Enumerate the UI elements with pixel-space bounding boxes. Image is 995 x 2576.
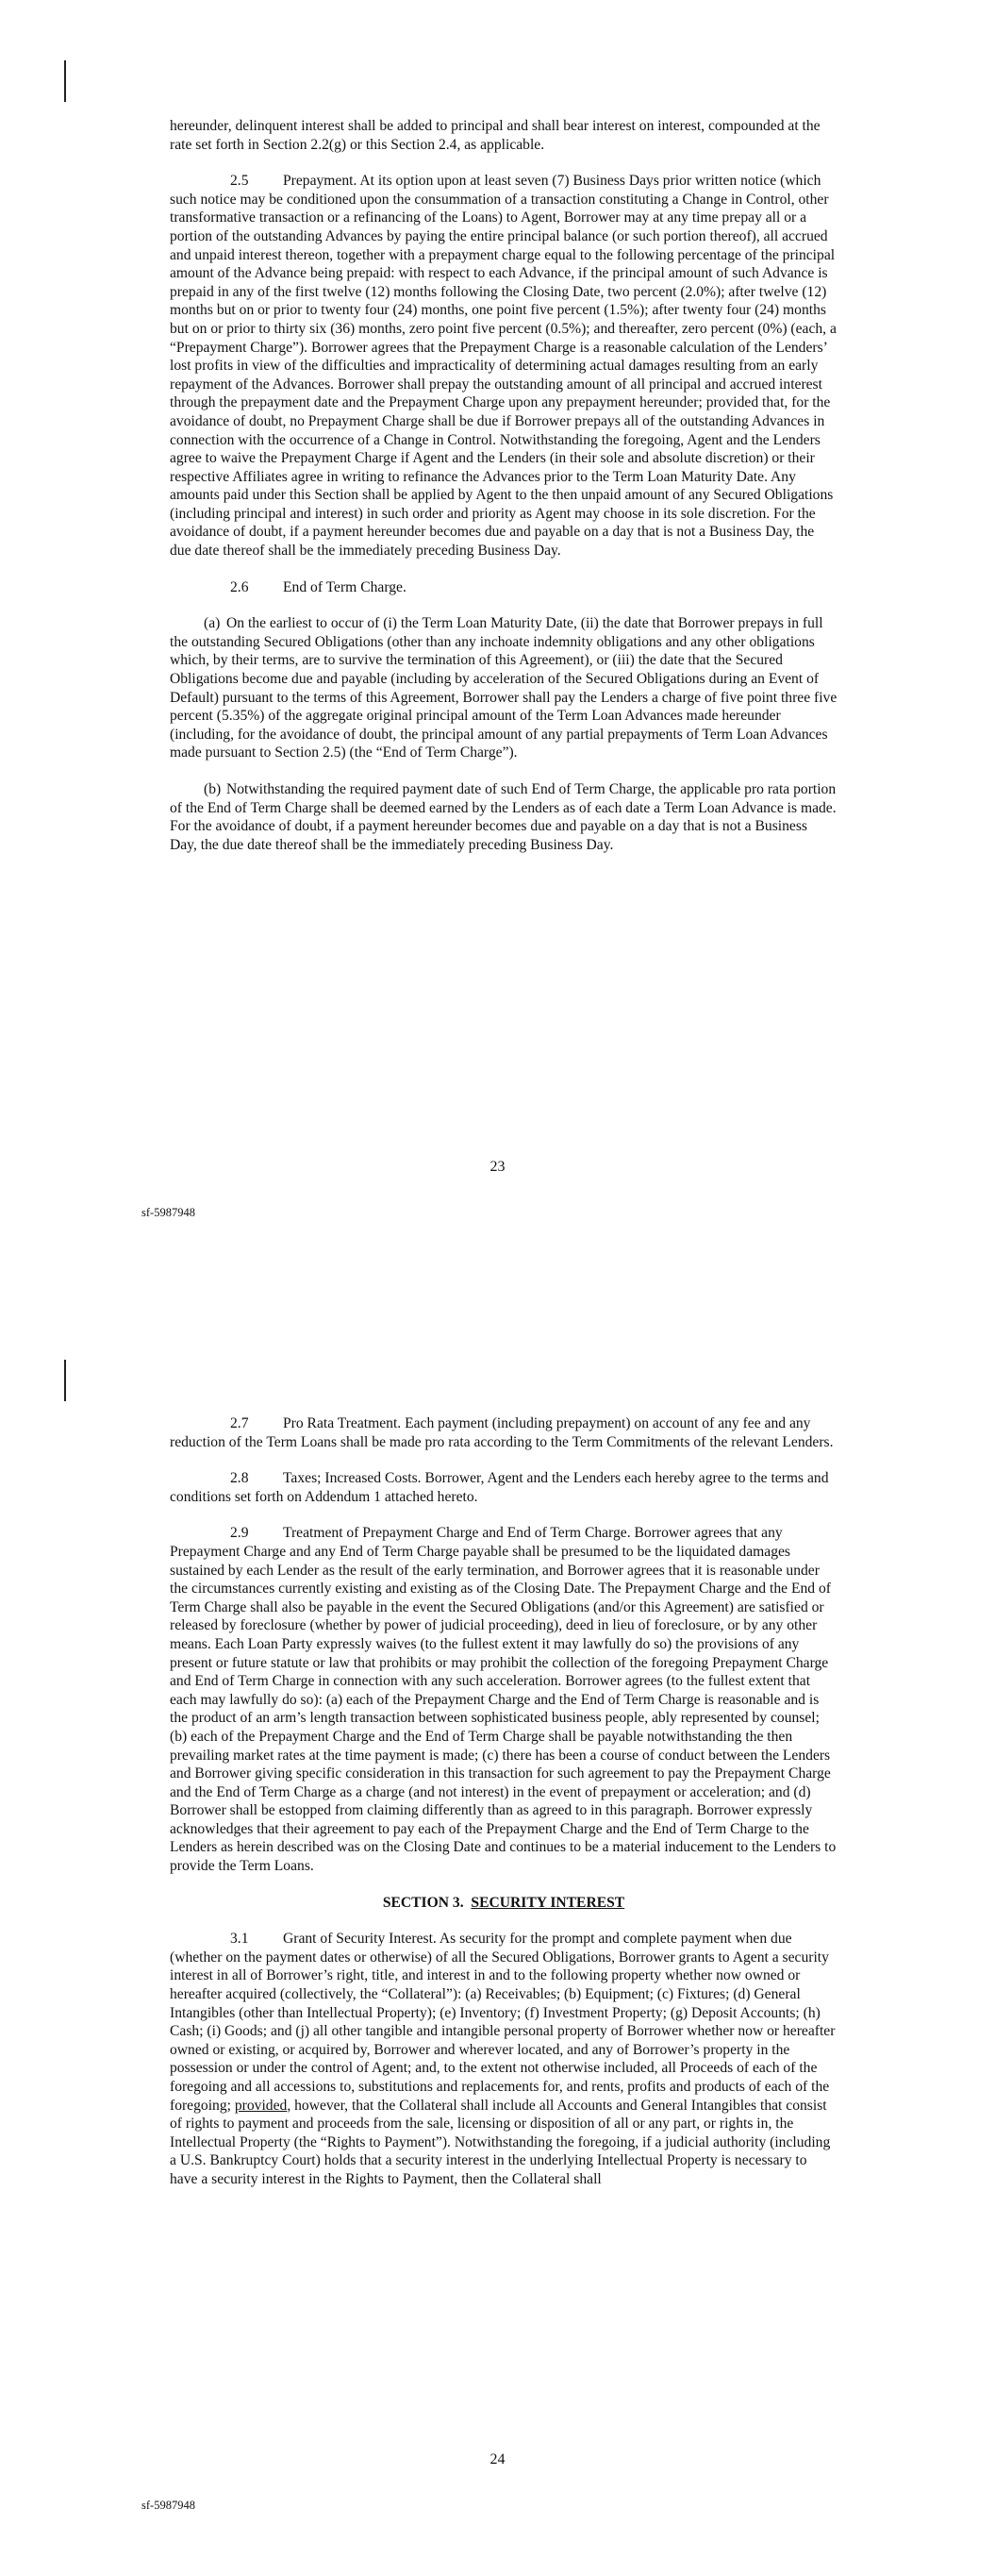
document-id-footer: sf-5987948 (141, 1206, 195, 1219)
section-2-6-title: End of Term Charge. (283, 578, 406, 595)
section-2-7-text: Pro Rata Treatment. Each payment (including prepayment) on account of any fee and any reduction of the Term Loans shall be made pro rata according to the Term Commitments of the relevant Lenders. (170, 1415, 834, 1450)
section-number: 2.7 (230, 1415, 249, 1431)
section-2-9-paragraph (170, 1524, 837, 1875)
clause-label: (b) (204, 781, 222, 797)
section-3-1-text-before: Grant of Security Interest. As security for the prompt and complete payment when due (whether on the payment dates or otherwise) of all the Secured Obligations, Borrower grants to Agent a security interest in all of Borrower’s right, title, and interest in and to the following property whether now owned or hereafter acquired (collectively, the “Collateral”): (a) Receivables; (b) Equipment; (c) Fixtures; (d) General Intangibles (other than Intellectual Property); (e) Inventory; (f) Investment Property; (g) Deposit Accounts; (h) Cash; (i) Goods; and (j) all other tangible and intangible personal property of Borrower whether now or hereafter owned or existing, or acquired by, Borrower and wherever located, and any of Borrower’s property in the possession or under the control of Agent; and, to the extent not otherwise included, all Proceeds of each of the foregoing and all accessions to, substitutions and replacements for, and rents, profits and products of each of the foregoing; (170, 1931, 836, 2114)
section-number: 2.8 (230, 1470, 249, 1487)
section-3-1-paragraph (170, 1930, 837, 2188)
section-number: 2.9 (230, 1525, 249, 1542)
section-2-8-paragraph (170, 1469, 837, 1506)
revision-margin-bar (64, 60, 66, 102)
section-number: 2.5 (230, 173, 249, 190)
page-number: 24 (489, 2451, 506, 2467)
page-number: 23 (489, 1159, 506, 1175)
section-3-title: SECURITY INTEREST (471, 1894, 625, 1911)
section-2-6-b-text: Notwithstanding the required payment date of such End of Term Charge, the applicable pro rata portion of the End of Term Charge shall be deemed earned by the Lenders as of each date a Term Loan Advance is made. For the avoidance of doubt, if a payment hereunder becomes due and payable on a day that is not a Business Day, the due date thereof shall be the immediately preceding Business Day. (170, 781, 837, 853)
section-2-6-b-paragraph (170, 780, 837, 854)
continuation-paragraph: hereunder, delinquent interest shall be added to principal and shall bear interest on interest, compounded at the rate set forth in Section 2.2(g) or this Section 2.4, as applicable. (170, 118, 821, 153)
document-id-footer: sf-5987948 (141, 2499, 195, 2512)
section-2-9-text: Treatment of Prepayment Charge and End of Term Charge. Borrower agrees that any Prepayment Charge and any End of Term Charge payable shall be presumed to be the liquidated damages sustained by each Lender as the result of the early termination, and Borrower agrees that it is reasonable under the circumstances currently existing and existing as of the Closing Date. The Prepayment Charge and the End of Term Charge shall also be payable in the event the Secured Obligations (and/or this Agreement) are satisfied or released by foreclosure (whether by power of judicial proceeding), deed in lieu of foreclosure, or by any other means. Each Loan Party expressly waives (to the fullest extent it may lawfully do so) the provisions of any present or future statute or law that prohibits or may prohibit the collection of the foregoing Prepayment Charge and End of Term Charge in connection with any such acceleration. Borrower agrees (to the fullest extent that each may lawfully do so): (a) each of the Prepayment Charge and the End of Term Charge is reasonable and is the product of an arm’s length transaction between sophisticated business people, ably represented by counsel; (b) each of the Prepayment Charge and the End of Term Charge shall be payable notwithstanding the then prevailing market rates at the time payment is made; (c) there has been a course of conduct between the Lenders and Borrower giving specific consideration in this transaction for such agreement to pay the Prepayment Charge and the End of Term Charge as a charge (and not interest) in the event of prepayment or acceleration; and (d) Borrower shall be estopped from claiming differently than as agreed to in this paragraph. Borrower expressly acknowledges that their agreement to pay each of the Prepayment Charge and the End of Term Charge to the Lenders as herein described was on the Closing Date and continues to be a material inducement to the Lenders to provide the Term Loans. (170, 1525, 837, 1875)
section-2-6-a-text: On the earliest to occur of (i) the Term Loan Maturity Date, (ii) the date that Borrower prepays in full the outstanding Secured Obligations (other than any inchoate indemnity obligations and any other obligations which, by their terms, are to survive the termination of this Agreement), or (iii) the date that the Secured Obligations become due and payable (including by acceleration of the Secured Obligations during an Event of Default) pursuant to the terms of this Agreement, Borrower shall pay the Lenders a charge of five point three five percent (5.35%) of the aggregate original principal amount of the Term Loan Advances made hereunder (including, for the avoidance of doubt, the principal amount of any partial prepayments of Term Loan Advances made pursuant to Section 2.5) (the “End of Term Charge”). (170, 615, 837, 761)
revision-margin-bar (64, 1360, 66, 1401)
section-2-5-text: Prepayment. At its option upon at least seven (7) Business Days prior written notice (which such notice may be conditioned upon the consummation of a transaction constituting a Change in Control, other transformative transaction or a refinancing of the Loans) to Agent, Borrower may at any time prepay all or a portion of the outstanding Advances by paying the entire principal balance (or such portion thereof), all accrued and unpaid interest thereon, together with a prepayment charge equal to the following percentage of the principal amount of the Advance being prepaid: with respect to each Advance, if the principal amount of such Advance is prepaid in any of the first twelve (12) months following the Closing Date, two percent (2.0%); after twelve (12) months but on or prior to twenty four (24) months, one point five percent (1.5%); after twenty four (24) months but on or prior to thirty six (36) months, zero point five percent (0.5%); and thereafter, zero percent (0%) (each, a “Prepayment Charge”). Borrower agrees that the Prepayment Charge is a reasonable calculation of the Lenders’ lost profits in view of the difficulties and impracticality of determining actual damages resulting from an early repayment of the Advances. Borrower shall prepay the outstanding amount of all principal and accrued interest through the prepayment date and the Prepayment Charge upon any prepayment hereunder; provided that, for the avoidance of doubt, no Prepayment Charge shall be due if Borrower prepays all of the outstanding Advances in connection with the occurrence of a Change in Control. Notwithstanding the foregoing, Agent and the Lenders agree to waive the Prepayment Charge if Agent and the Lenders (in their sole and absolute discretion) or their respective Affiliates agree in writing to refinance the Advances prior to the Term Loan Maturity Date. Any amounts paid under this Section shall be applied by Agent to the then unpaid amount of any Secured Obligations (including principal and interest) in such order and priority as Agent may choose in its sole discretion. For the avoidance of doubt, if a payment hereunder becomes due and payable on a day that is not a Business Day, the due date thereof shall be the immediately preceding Business Day. (170, 173, 837, 560)
section-2-6-a-paragraph (170, 614, 837, 762)
document-page-24 (0, 1288, 995, 2576)
provided-term: provided (234, 2097, 288, 2114)
section-number: 3.1 (230, 1931, 249, 1948)
section-3-label: SECTION 3. (382, 1894, 464, 1911)
section-number: 2.6 (230, 578, 249, 595)
clause-label: (a) (204, 615, 221, 632)
section-2-8-text: Taxes; Increased Costs. Borrower, Agent and the Lenders each hereby agree to the terms and conditions set forth on Addendum 1 attached hereto. (170, 1470, 829, 1505)
section-2-7-paragraph (170, 1414, 837, 1451)
page-body (170, 1414, 837, 2207)
section-3-1-text-after: , however, that the Collateral shall include all Accounts and General Intangibles that consist of rights to payment and proceeds from the sale, licensing or disposition of all or any part, or rights in, the Intellectual Property (the “Rights to Payment”). Notwithstanding the foregoing, if a judicial authority (including a U.S. Bankruptcy Court) holds that a security interest in the underlying Intellectual Property is necessary to have a security interest in the Rights to Payment, then the Collateral shall (170, 2097, 831, 2187)
section-2-5-paragraph (170, 172, 837, 560)
section-2-6-heading (170, 578, 837, 597)
section-3-heading (170, 1894, 837, 1913)
page-body (170, 117, 837, 872)
